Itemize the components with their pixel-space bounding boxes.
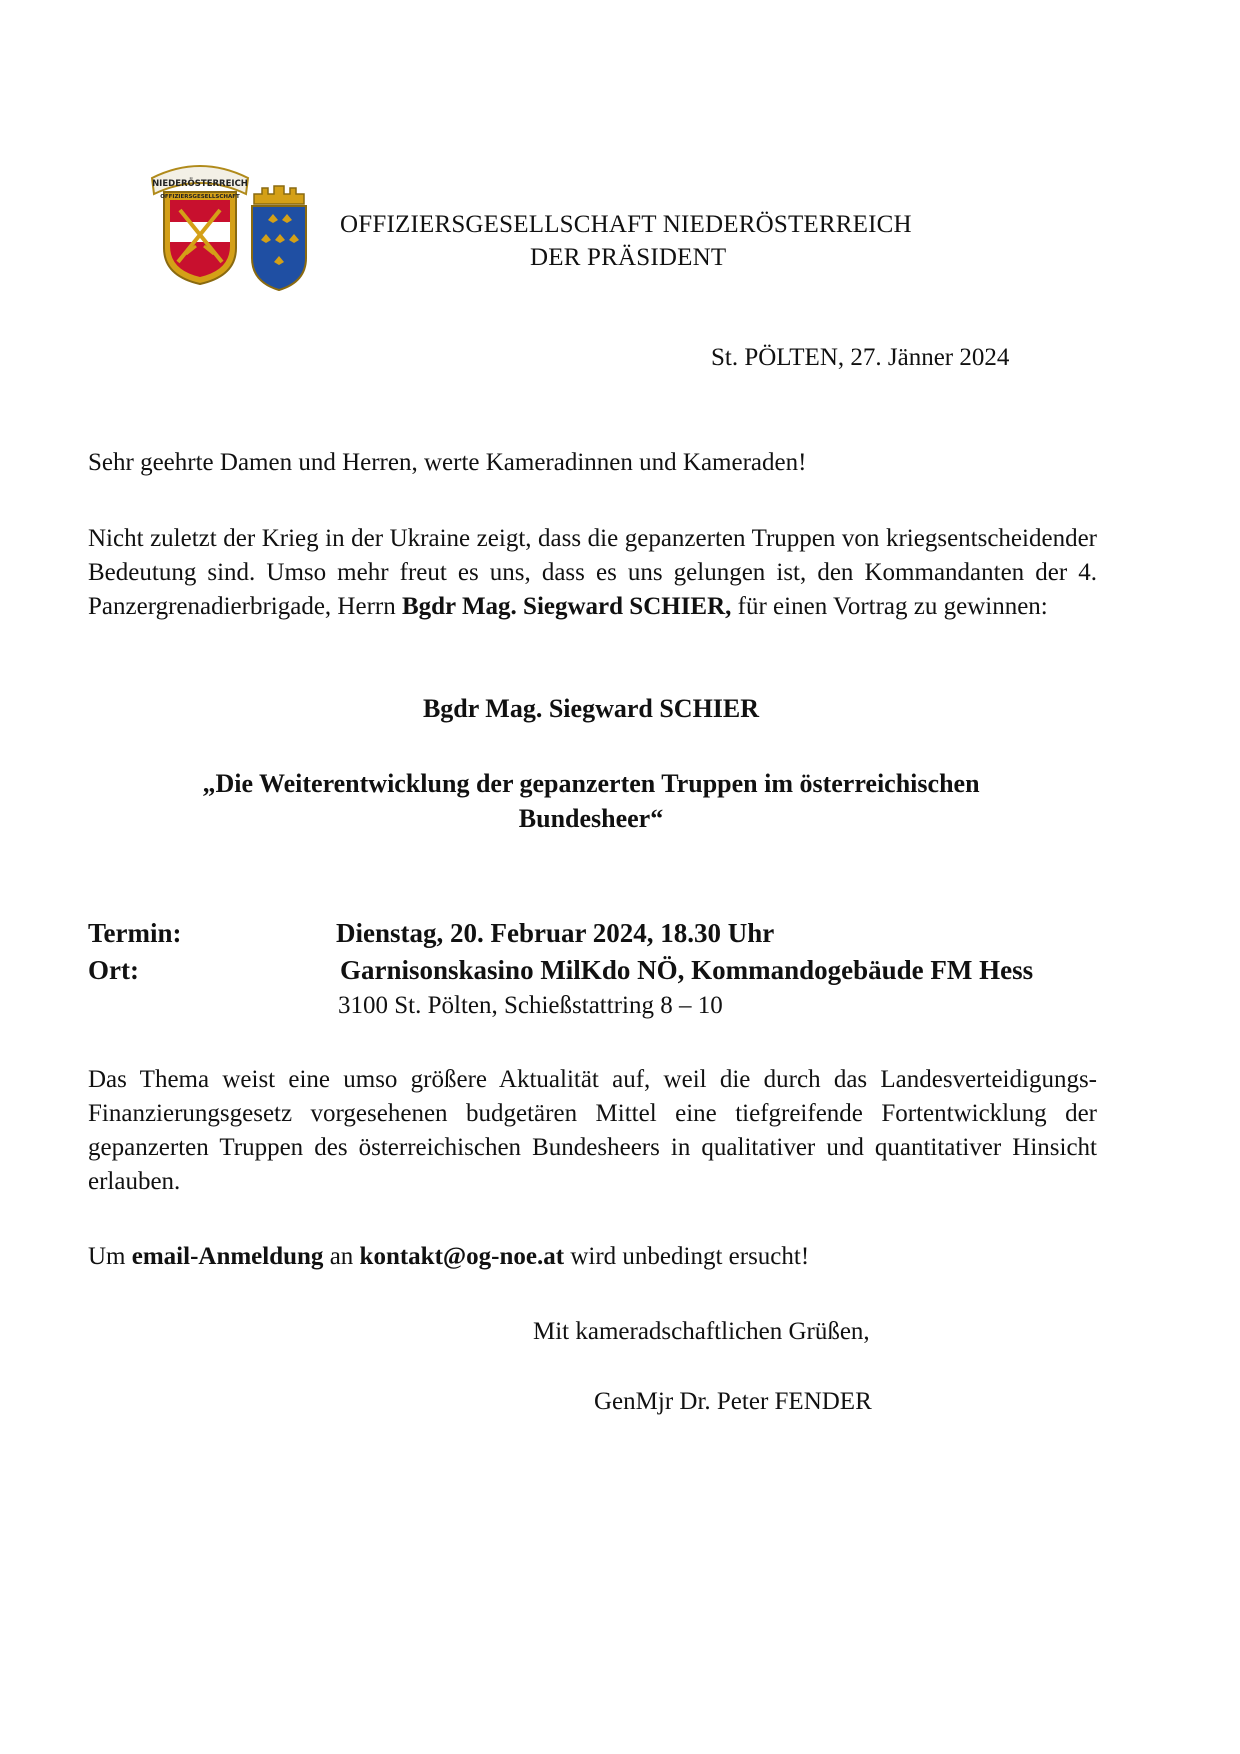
logo-banner-bottom-text: OFFIZIERSGESELLSCHAFT [160,194,240,200]
letter-date: St. PÖLTEN, 27. Jänner 2024 [711,344,1010,371]
signature-name: GenMjr Dr. Peter FENDER [594,1388,872,1415]
registration-email-link[interactable]: kontakt@og-noe.at [359,1243,565,1270]
officers-society-crest-icon [150,158,325,303]
president-title: DER PRÄSIDENT [530,244,727,271]
intro-text-before: Nicht zuletzt der Krieg in der Ukraine zeigt, dass die gepanzerten Truppen von kriegsentscheidender Bedeutung sind. Umso mehr freut es uns, dass es uns gelungen ist, den Kommandanten der 4. Panzergrenadierbrigade, Herrn [88,525,1097,620]
closing-greeting: Mit kameradschaftlichen Grüßen, [533,1318,870,1345]
registration-note [88,1243,809,1271]
ort-value: Garnisonskasino MilKdo NÖ, Kommandogebäude FM Hess [340,955,1034,985]
organization-header [340,208,912,274]
lower-austria-crest-icon [252,186,306,290]
body-paragraph: Das Thema weist eine umso größere Aktualität auf, weil die durch das Landesverteidigungs-Finanzierungsgesetz vorgesehenen budgetären Mittel eine tiefgreifende Fortentwicklung der gepanzerten Truppen des österreichischen Bundesheers in qualitativer und quantitativer Hinsicht erlauben. [88,1066,1097,1195]
logo-banner-top-text: NIEDERÖSTERREICH [152,179,248,189]
registration-suffix: wird unbedingt ersucht! [564,1243,810,1270]
salutation: Sehr geehrte Damen und Herren, werte Kameradinnen und Kameraden! [88,449,807,476]
venue-address: 3100 St. Pölten, Schießstattring 8 – 10 [338,992,723,1019]
intro-paragraph [88,522,1097,624]
lecture-topic-line2: Bundesheer“ [518,804,664,833]
intro-text-after: für einen Vortrag zu gewinnen: [731,593,1048,620]
registration-prefix: Um [88,1243,132,1270]
lecture-topic [0,766,1182,836]
lecture-topic-line1: „Die Weiterentwicklung der gepanzerten Truppen im österreichischen [202,769,980,798]
intro-speaker-name: Bgdr Mag. Siegward SCHIER, [401,593,732,620]
organization-name: OFFIZIERSGESELLSCHAFT NIEDERÖSTERREICH [340,211,912,238]
registration-middle: an [323,1243,360,1270]
registration-method: email-Anmeldung [131,1243,324,1270]
header-logos [150,158,325,303]
ort-label: Ort: [88,955,139,985]
termin-value: Dienstag, 20. Februar 2024, 18.30 Uhr [336,918,775,948]
termin-label: Termin: [88,918,182,948]
speaker-heading: Bgdr Mag. Siegward SCHIER [422,694,760,723]
